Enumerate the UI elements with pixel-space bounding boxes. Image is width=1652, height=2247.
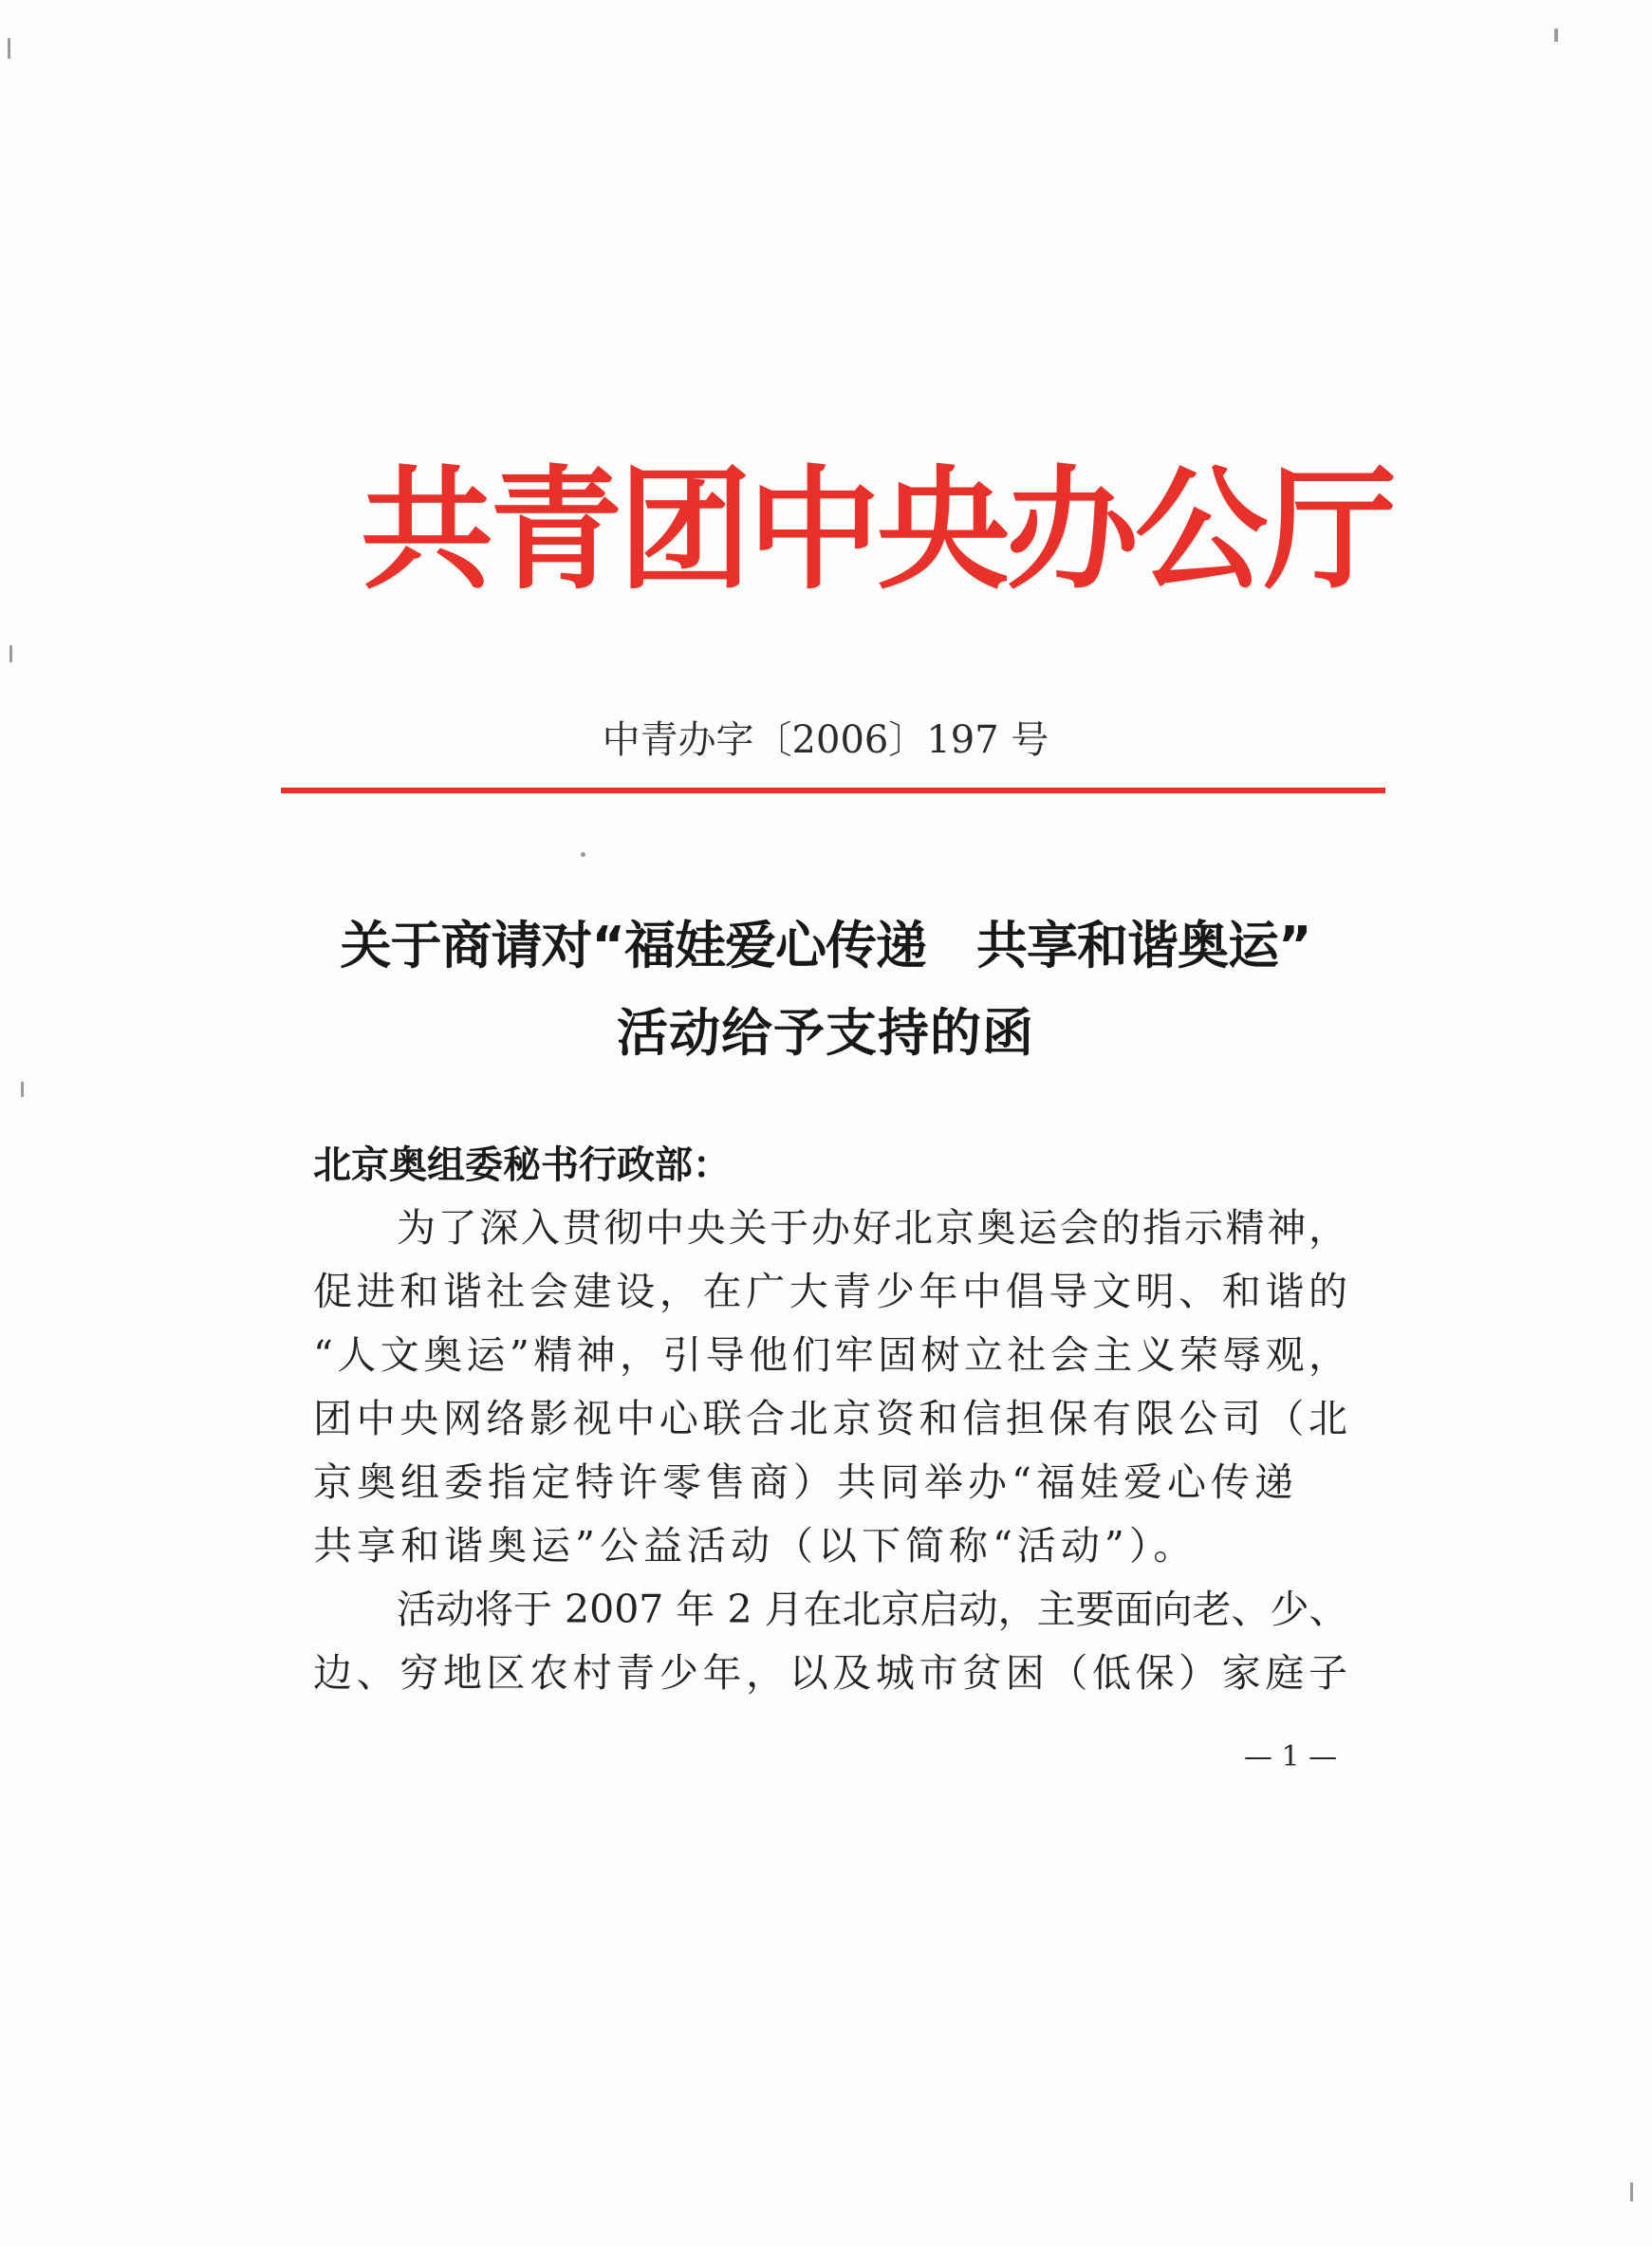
letterhead-divider	[281, 788, 1385, 793]
scan-speck	[8, 38, 10, 59]
body-line-1: 为了深入贯彻中央关于办好北京奥运会的指示精神，	[397, 1205, 1347, 1251]
scan-speck	[1554, 28, 1558, 42]
body-line-3: “人文奥运”精神，引导他们牢固树立社会主义荣辱观，	[313, 1332, 1347, 1378]
body-line-8: 边、穷地区农村青少年，以及城市贫困（低保）家庭子	[313, 1650, 1347, 1696]
body-line-6: 共享和谐奥运”公益活动（以下简称“活动”）。	[313, 1523, 1197, 1569]
scan-speck	[581, 852, 585, 857]
body-line-5: 京奥组委指定特许零售商）共同举办“福娃爱心传递	[313, 1459, 1298, 1505]
body-line-4: 团中央网络影视中心联合北京资和信担保有限公司（北	[313, 1396, 1347, 1441]
body-line-7: 活动将于 2007 年 2 月在北京启动，主要面向老、少、	[397, 1587, 1348, 1632]
page-number: — 1 —	[1243, 1740, 1338, 1773]
scan-speck	[21, 1082, 24, 1097]
scan-speck	[1630, 2182, 1633, 2201]
body-line-2: 促进和谐社会建设，在广大青少年中倡导文明、和谐的	[313, 1269, 1347, 1314]
letter-title-line-2: 活动给予支持的函	[617, 1003, 1034, 1063]
document-number: 中青办字〔2006〕197 号	[602, 718, 1049, 762]
scan-speck	[9, 645, 12, 662]
letter-title-line-1: 关于商请对“福娃爱心传递 共享和谐奥运”	[340, 916, 1311, 975]
letter-recipient: 北京奥组委秘书行政部：	[313, 1143, 731, 1187]
letterhead-issuer: 共青团中央办公厅	[361, 454, 1394, 608]
